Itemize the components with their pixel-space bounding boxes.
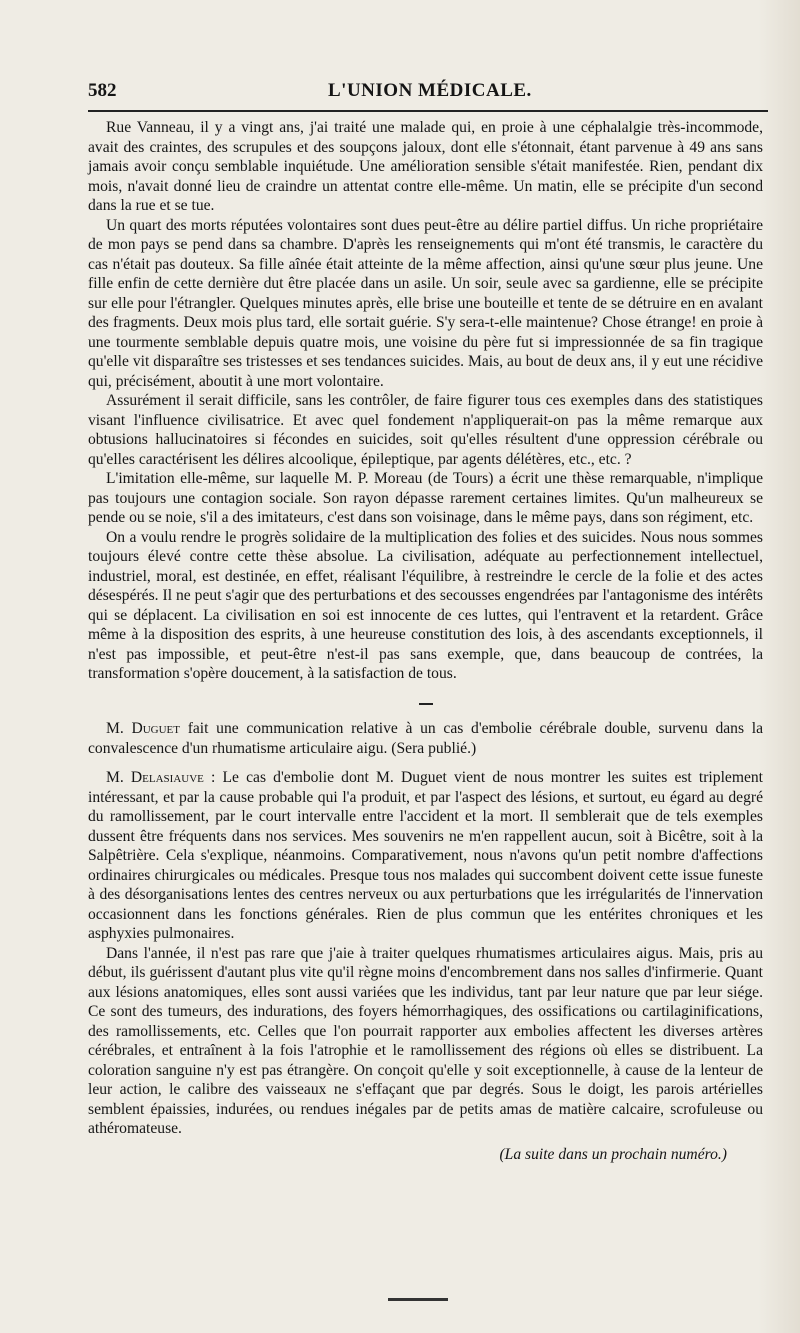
paragraph-gap xyxy=(88,758,763,768)
page-header xyxy=(88,80,758,108)
paragraph-5: On a voulu rendre le progrès solidaire de la multiplication des folies et des suicides. Nous nous sommes toujours élevé contre cette thèse absolue. La civilisation, adéquate au perfectionnement intellectuel, industriel, moral, est destinée, en effet, réalisant l'équilibre, à restreindre le cercle de la folie et des actes désespérés. Il ne peut s'agir que des perturbations et des secousses engendrées par l'antagonisme des intérêts qui se déplacent. La civilisation en soi est innocente de ces luttes, qui l'entravent et la retardent. Grâce même à la disposition des esprits, à une heureuse constitution des lois, à des ascendants exceptionnels, il n'est pas impossible, et peut-être n'est-il pas sans exemple, que, dans beaucoup de contrées, la transformation s'opère doucement, à la satisfaction de tous. xyxy=(88,528,763,682)
end-rule xyxy=(388,1298,448,1301)
paragraph-2: Un quart des morts réputées volontaires sont dues peut-être au délire partiel diffus. Un riche propriétaire de mon pays se pend dans sa chambre. D'après les renseignements qui m'ont été transmis, le caractère du cas n'était pas douteux. Sa fille aînée était atteinte de la même affection, ainsi qu'une sœur plus jeune. Une fille enfin de cette dernière dut être placée dans un asile. Un soir, seule avec sa gardienne, elle se précipite sur elle pour l'étrangler. Quelques minutes après, elle brise une bouteille et tente de se détruire en en avalant des fragments. Deux mois plus tard, elle sortait guérie. S'y sera-t-elle maintenue? Chose étrange! en proie à une tourmente semblable depuis quatre mois, une voisine du père fut si impressionnée de sa fin tragique qu'elle vit disparaître ses tristesses et ses tendances suicides. Mais, au bout de deux ans, il y eut une récidive qui, précisément, aboutit à une mort volontaire. xyxy=(88,216,763,390)
paragraph-6 xyxy=(88,719,763,758)
article-body xyxy=(88,118,763,1164)
paragraph-1: Rue Vanneau, il y a vingt ans, j'ai traité une malade qui, en proie à une céphalalgie très-incommode, avait des craintes, des scrupules et des soupçons jaloux, dont elle s'étonnait, étant parvenue à 49 ans sans jamais avoir conçu semblable inquiétude. Une amélioration sensible s'était manifestée. Rien, pendant dix mois, n'avait donné lieu de craindre un attentat contre elle-même. Un matin, elle se précipite d'un second dans la rue et se tue. xyxy=(88,119,763,214)
paragraph-6-text: fait une communication relative à un cas d'embolie cérébrale double, survenu dans la convalescence d'un rhumatisme articulaire aigu. (Sera publié.) xyxy=(88,720,763,757)
running-title: L'UNION MÉDICALE. xyxy=(328,80,532,101)
paragraph-3: Assurément il serait difficile, sans les contrôler, de faire figurer tous ces exemples dans des statistiques visant l'influence civilisatrice. Et avec quel fondement n'appliquerait-on pas la même remarque aux obtusions hallucinatoires si fécondes en suicides, soit qu'elles résultent d'une oppression cérébrale ou qu'elles caractérisent les délires alcoolique, épileptique, par agents délétères, etc., etc. ? xyxy=(88,392,763,468)
paragraph-8: Dans l'année, il n'est pas rare que j'aie à traiter quelques rhumatismes articulaires aigus. Mais, pris au début, ils guérissent d'autant plus vite qu'il règne moins d'encombrement dans nos salles d'infirmerie. Quant aux lésions anatomiques, elles sont aussi variées que les individus, tant par leur nature que par leur siége. Ce sont des tumeurs, des indurations, des foyers hémorrhagiques, des ossifications ou cartilaginifications, des ramollissements, etc. Celles que l'on pourrait rapporter aux embolies affectent les diverses artères cérébrales, et entraînent à la fois l'atrophie et le ramollissement des régions où elles se distribuent. La coloration sanguine n'y est pas étrangère. On conçoit qu'elle y soit exceptionnelle, à cause de la lenteur de leur action, le calibre des vaisseaux ne s'effaçant que par degrés. Sous le doigt, les parois artérielles semblent épaissies, indurées, ou rendues inégales par de petits amas de matière calcaire, scrofuleuse ou athéromateuse. xyxy=(88,944,763,1137)
continued-note: (La suite dans un prochain numéro.) xyxy=(499,1145,727,1163)
page-gutter-shadow xyxy=(758,0,800,1333)
paragraph-7-text: Le cas d'embolie dont M. Duguet vient de nous montrer les suites est triplement intéressant, et par la cause probable qui l'a produit, et par l'aspect des lésions, et surtout, eu égard au degré du ramollissement, par le court intervalle entre l'accident et la mort. Il semblerait que de tels exemples dussent être fréquents dans nos services. Mes souvenirs ne m'en rappellent aucun, soit à Bicêtre, soit à la Salpêtrière. Cela s'explique, néanmoins. Comparativement, nous n'avons qu'un petit nombre d'affections ordinaires chirurgicales ou médicales. Presque tous nos malades qui succombent doivent cette issue funeste à des désorganisations lentes des centres nerveux ou aux perturbations que les irrégularités de l'innervation occasionnent dans les fonctions générales. Rien de plus commun que les entérites chroniques et les asphyxies pulmonaires. xyxy=(88,769,763,942)
page-number: 582 xyxy=(88,80,117,101)
speaker-duguet: M. Duguet xyxy=(106,720,180,737)
paragraph-4: L'imitation elle-même, sur laquelle M. P. Moreau (de Tours) a écrit une thèse remarquable, n'implique pas toujours une contagion sociale. Son rayon dépasse rarement certaines limites. Qu'un malheureux se pende ou se noie, s'il a des imitateurs, c'est dans son voisinage, dans le même pays, dans son régiment, etc. xyxy=(88,470,763,526)
paragraph-7 xyxy=(88,768,763,944)
header-rule xyxy=(88,110,768,112)
speaker-delasiauve: M. Delasiauve : xyxy=(106,769,216,786)
section-separator xyxy=(88,694,763,714)
